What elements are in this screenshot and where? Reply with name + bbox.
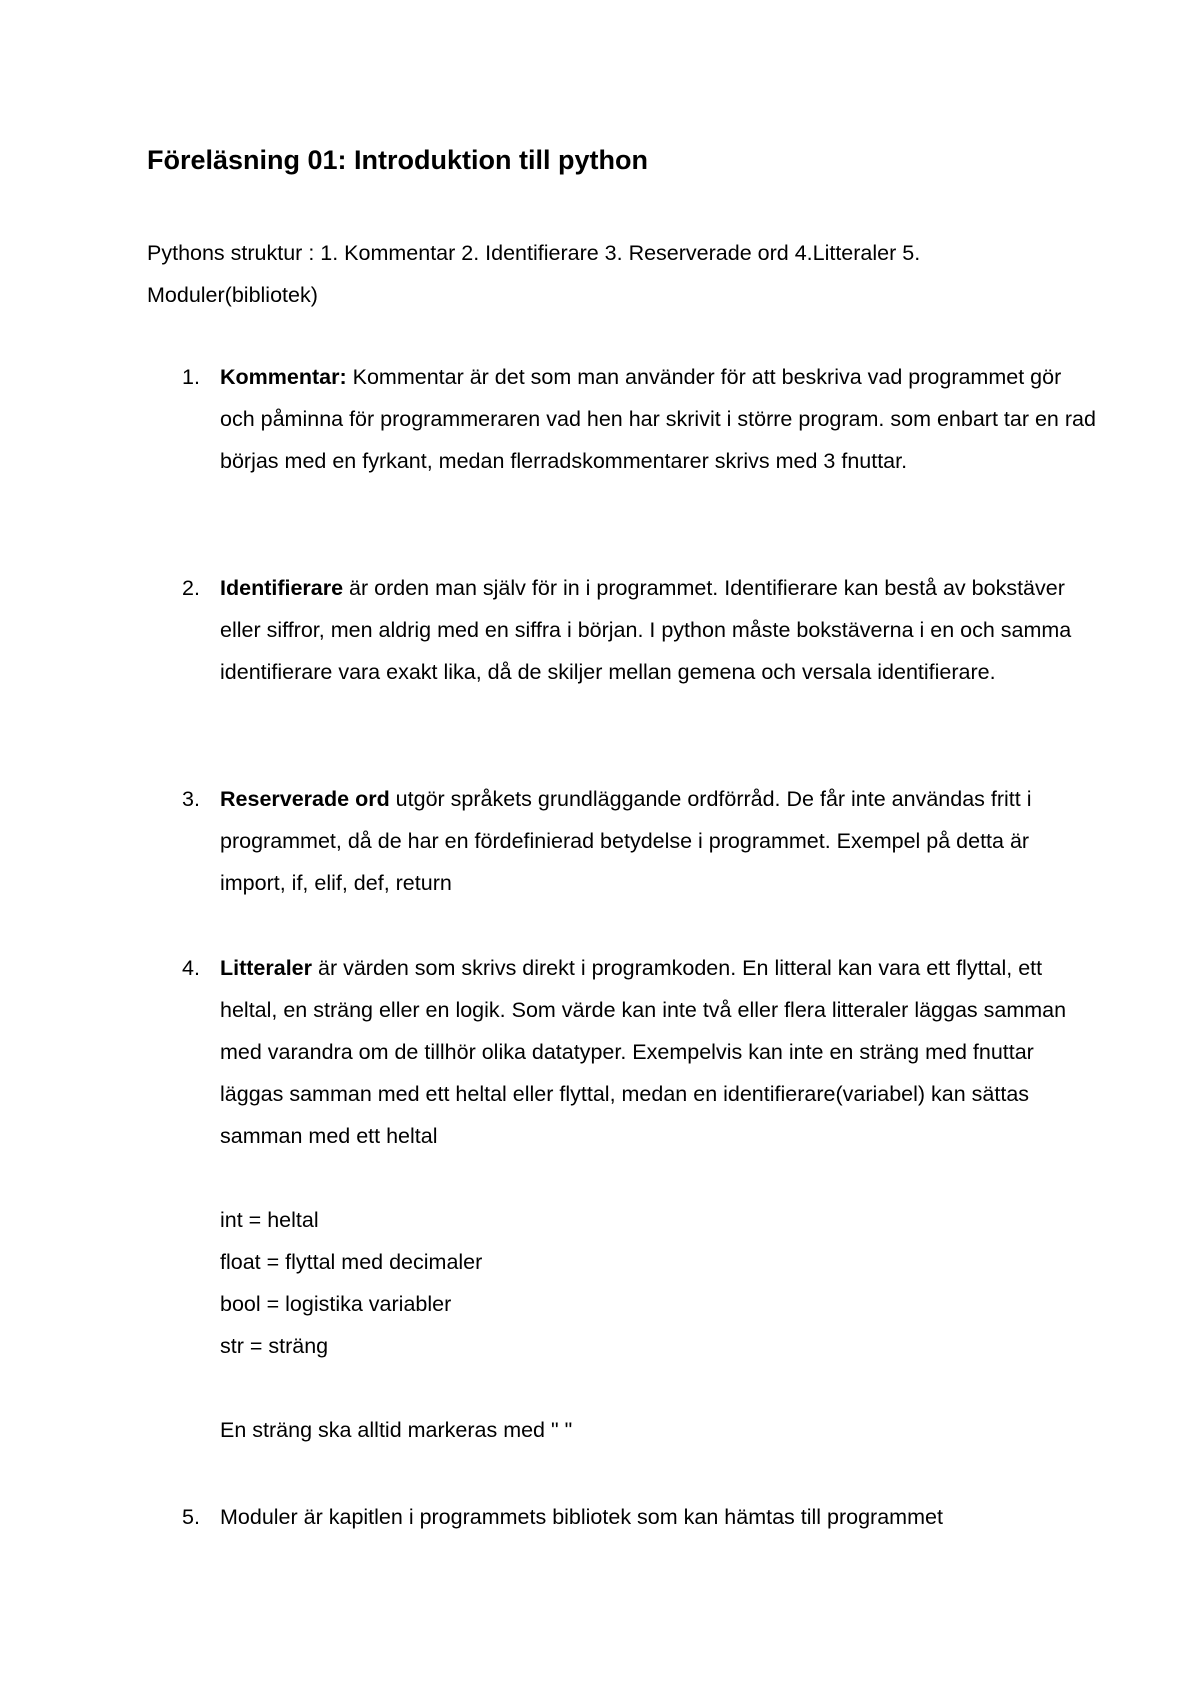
type-line-str: str = sträng — [220, 1334, 329, 1358]
list-item-kommentar — [147, 356, 1096, 482]
list-item-identifierare — [147, 567, 1087, 693]
term-label: Identifierare — [220, 576, 344, 600]
list-number: 5. — [182, 1505, 200, 1529]
term-description: utgör språkets grundläggande ordförråd. De får inte användas fritt i programmet, då de har en fördefinierad betydelse i programmet. Exempel på detta är import, if, elif, def, return — [220, 787, 1032, 895]
type-line-int: int = heltal — [220, 1208, 319, 1232]
list-item-body — [220, 1496, 1100, 1538]
list-item-body — [220, 356, 1100, 482]
list-item-body — [220, 947, 1100, 1451]
list-number: 4. — [182, 956, 200, 980]
list-item-litteraler — [147, 947, 1087, 1451]
list-item-reserverade-ord — [147, 778, 1087, 904]
term-description: Kommentar är det som man använder för att beskriva vad programmet gör och påminna för programmeraren vad hen har skrivit i större program. som enbart tar en rad börjas med en fyrkant, medan flerradskommentarer skrivs med 3 fnuttar. — [220, 365, 1096, 473]
term-label: Reserverade ord — [220, 787, 390, 811]
type-line-bool: bool = logistika variabler — [220, 1292, 452, 1316]
term-description: är värden som skrivs direkt i programkoden. En litteral kan vara ett flyttal, ett heltal, en sträng eller en logik. Som värde kan inte två eller flera litteraler läggas samman med varandra om de tillhör olika datatyper. Exempelvis kan inte en sträng med fnuttar läggas samman med ett heltal eller flyttal, medan en identifierare(variabel) kan sättas samman med ett heltal — [220, 956, 1067, 1148]
type-line-float: float = flyttal med decimaler — [220, 1250, 483, 1274]
intro-paragraph: Pythons struktur : 1. Kommentar 2. Identifierare 3. Reserverade ord 4.Litteraler 5. Moduler(bibliotek) — [147, 241, 921, 307]
list-number: 1. — [182, 365, 200, 389]
term-label: Kommentar: — [220, 365, 347, 389]
document-title: Föreläsning 01: Introduktion till python — [147, 145, 648, 175]
string-note: En sträng ska alltid markeras med " " — [220, 1418, 573, 1442]
term-label: Litteraler — [220, 956, 313, 980]
term-description: är orden man själv för in i programmet. Identifierare kan bestå av bokstäver eller siffror, men aldrig med en siffra i början. I python måste bokstäverna i en och samma identifierare vara exakt lika, då de skiljer mellan gemena och versala identifierare. — [220, 576, 1072, 684]
list-item-body — [220, 778, 1100, 904]
term-description: Moduler är kapitlen i programmets bibliotek som kan hämtas till programmet — [220, 1505, 943, 1529]
list-number: 3. — [182, 787, 200, 811]
list-item-moduler — [147, 1496, 1087, 1538]
list-item-body — [220, 567, 1100, 693]
list-number: 2. — [182, 576, 200, 600]
